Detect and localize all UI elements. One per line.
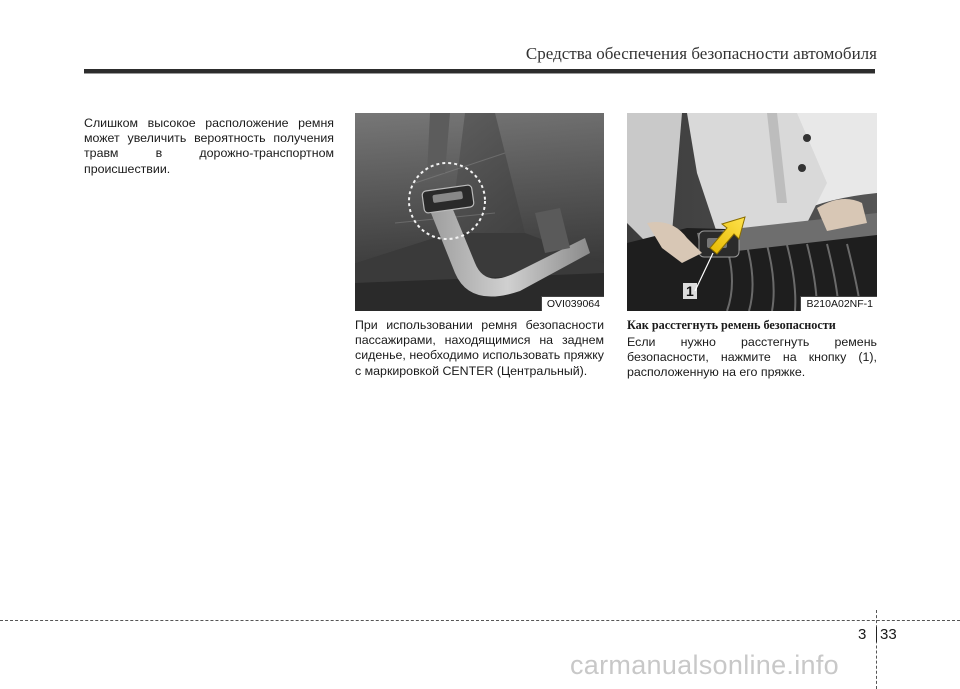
paragraph-belt-height-warning: Слишком высокое расположение ремня может увеличить вероятность получения травм в дорожно-транспортном происшествии. (84, 116, 334, 176)
rear-buckle-illustration (355, 113, 604, 311)
button-callout-label: 1 (683, 283, 697, 299)
figure-code: OVI039064 (541, 296, 604, 311)
paragraph-center-buckle: При использовании ремня безопасности пассажирами, находящимися на заднем сиденье, необходимо использовать пряжку с маркировкой CENTER (Центральный). (355, 318, 604, 378)
site-watermark: carmanualsonline.info (570, 650, 839, 680)
figure-code: B210A02NF-1 (800, 296, 877, 311)
footer-vertical-rule (876, 610, 877, 689)
unbuckle-illustration (627, 113, 877, 311)
figure-unbuckle-belt (627, 113, 877, 311)
header-rule-thin (84, 73, 875, 74)
footer-dashed-rule (0, 620, 960, 621)
chapter-number: 3 (858, 626, 867, 643)
section-title: Средства обеспечения безопасности автомобиля (525, 44, 877, 63)
paragraph-unfasten-belt: Если нужно расстегнуть ремень безопасности, нажмите на кнопку (1), расположенную на его пряжке. (627, 335, 877, 380)
page-number: 33 (880, 626, 897, 643)
subheading-unfasten-belt: Как расстегнуть ремень безопасности (627, 318, 836, 332)
figure-rear-center-buckle (355, 113, 604, 311)
page-number-divider (876, 627, 877, 642)
